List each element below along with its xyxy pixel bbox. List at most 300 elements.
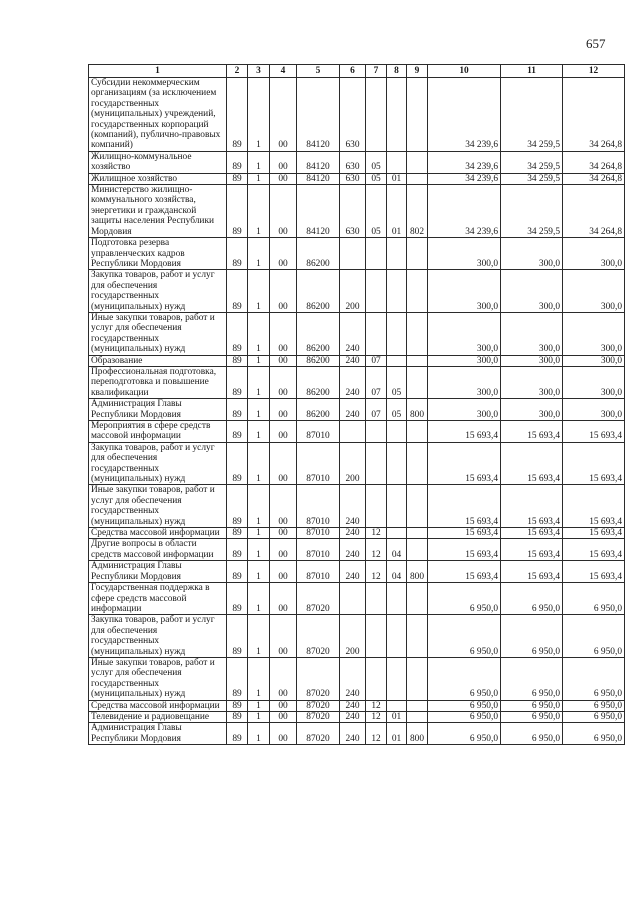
column-header: 8 [387, 65, 407, 78]
budget-table [88, 64, 625, 745]
code-cell: 04 [387, 539, 407, 561]
column-header: 2 [227, 65, 248, 78]
table-row [89, 711, 625, 722]
code-cell: 1 [248, 312, 270, 355]
code-cell: 87020 [297, 657, 340, 700]
code-cell: 89 [227, 561, 248, 583]
code-cell: 1 [248, 485, 270, 528]
amount-cell: 6 950,0 [501, 711, 563, 722]
amount-cell: 6 950,0 [428, 615, 501, 658]
code-cell [407, 657, 428, 700]
code-cell [407, 615, 428, 658]
code-cell: 04 [387, 561, 407, 583]
code-cell: 1 [248, 723, 270, 745]
code-cell: 240 [340, 366, 366, 398]
code-cell: 1 [248, 151, 270, 173]
code-cell: 800 [407, 399, 428, 421]
row-name-cell: Мероприятия в сфере средств массовой информации [89, 421, 227, 443]
code-cell [407, 270, 428, 313]
amount-cell: 300,0 [563, 366, 625, 398]
table-header-row [89, 65, 625, 78]
code-cell: 86200 [297, 312, 340, 355]
row-name-cell: Администрация Главы Республики Мордовия [89, 561, 227, 583]
code-cell [407, 238, 428, 270]
code-cell: 800 [407, 561, 428, 583]
code-cell: 240 [340, 657, 366, 700]
code-cell: 87010 [297, 561, 340, 583]
code-cell: 12 [366, 700, 387, 711]
code-cell: 01 [387, 723, 407, 745]
table-row [89, 366, 625, 398]
code-cell: 1 [248, 700, 270, 711]
amount-cell: 300,0 [501, 399, 563, 421]
code-cell: 00 [270, 151, 297, 173]
amount-cell: 300,0 [563, 270, 625, 313]
code-cell: 05 [387, 399, 407, 421]
code-cell: 1 [248, 270, 270, 313]
amount-cell: 6 950,0 [501, 583, 563, 615]
code-cell: 240 [340, 312, 366, 355]
code-cell: 07 [366, 366, 387, 398]
amount-cell: 6 950,0 [428, 583, 501, 615]
code-cell: 1 [248, 442, 270, 485]
code-cell: 89 [227, 539, 248, 561]
amount-cell: 300,0 [428, 312, 501, 355]
code-cell: 01 [387, 711, 407, 722]
code-cell [387, 78, 407, 152]
amount-cell: 300,0 [428, 355, 501, 366]
amount-cell: 34 259,5 [501, 78, 563, 152]
table-row [89, 270, 625, 313]
code-cell: 05 [366, 185, 387, 238]
code-cell [407, 528, 428, 539]
amount-cell: 300,0 [428, 270, 501, 313]
code-cell: 240 [340, 561, 366, 583]
code-cell: 86200 [297, 399, 340, 421]
code-cell: 05 [366, 173, 387, 184]
code-cell: 87010 [297, 528, 340, 539]
row-name-cell: Иные закупки товаров, работ и услуг для обеспечения государственных (муниципальных) нужд [89, 657, 227, 700]
row-name-cell: Другие вопросы в области средств массовой информации [89, 539, 227, 561]
code-cell [407, 485, 428, 528]
code-cell: 240 [340, 399, 366, 421]
code-cell: 87010 [297, 421, 340, 443]
amount-cell: 6 950,0 [563, 583, 625, 615]
code-cell: 12 [366, 539, 387, 561]
code-cell: 1 [248, 185, 270, 238]
code-cell: 89 [227, 723, 248, 745]
code-cell: 07 [366, 399, 387, 421]
code-cell: 89 [227, 270, 248, 313]
code-cell: 12 [366, 723, 387, 745]
code-cell: 00 [270, 561, 297, 583]
code-cell: 87010 [297, 442, 340, 485]
column-header: 7 [366, 65, 387, 78]
code-cell [387, 528, 407, 539]
code-cell: 89 [227, 238, 248, 270]
code-cell: 00 [270, 723, 297, 745]
amount-cell: 300,0 [428, 399, 501, 421]
code-cell: 1 [248, 78, 270, 152]
code-cell: 240 [340, 485, 366, 528]
amount-cell: 34 239,6 [428, 173, 501, 184]
code-cell: 89 [227, 312, 248, 355]
amount-cell: 34 264,8 [563, 173, 625, 184]
code-cell [387, 421, 407, 443]
code-cell: 00 [270, 657, 297, 700]
code-cell [366, 270, 387, 313]
code-cell [407, 711, 428, 722]
column-header: 6 [340, 65, 366, 78]
amount-cell: 300,0 [501, 312, 563, 355]
code-cell [407, 78, 428, 152]
code-cell: 84120 [297, 185, 340, 238]
code-cell: 05 [387, 366, 407, 398]
code-cell: 00 [270, 528, 297, 539]
row-name-cell: Подготовка резерва управленческих кадров Республики Мордовия [89, 238, 227, 270]
amount-cell: 15 693,4 [428, 561, 501, 583]
code-cell: 630 [340, 173, 366, 184]
code-cell: 84120 [297, 78, 340, 152]
column-header: 1 [89, 65, 227, 78]
column-header: 3 [248, 65, 270, 78]
code-cell: 86200 [297, 270, 340, 313]
table-row [89, 561, 625, 583]
table-row [89, 312, 625, 355]
code-cell [407, 366, 428, 398]
code-cell [366, 312, 387, 355]
code-cell: 630 [340, 151, 366, 173]
table-row [89, 421, 625, 443]
amount-cell: 15 693,4 [501, 528, 563, 539]
code-cell [366, 485, 387, 528]
table-row [89, 583, 625, 615]
code-cell: 12 [366, 711, 387, 722]
amount-cell: 15 693,4 [563, 528, 625, 539]
code-cell: 1 [248, 238, 270, 270]
code-cell: 89 [227, 700, 248, 711]
code-cell: 240 [340, 528, 366, 539]
code-cell: 00 [270, 399, 297, 421]
code-cell: 89 [227, 151, 248, 173]
code-cell: 89 [227, 711, 248, 722]
table-row [89, 399, 625, 421]
column-header: 5 [297, 65, 340, 78]
amount-cell: 34 264,8 [563, 78, 625, 152]
code-cell [366, 583, 387, 615]
code-cell: 1 [248, 583, 270, 615]
amount-cell: 15 693,4 [428, 539, 501, 561]
code-cell [366, 442, 387, 485]
code-cell: 89 [227, 366, 248, 398]
code-cell: 800 [407, 723, 428, 745]
code-cell [340, 583, 366, 615]
code-cell: 1 [248, 561, 270, 583]
code-cell: 1 [248, 711, 270, 722]
amount-cell: 300,0 [563, 238, 625, 270]
code-cell: 86200 [297, 238, 340, 270]
code-cell: 00 [270, 615, 297, 658]
code-cell [387, 700, 407, 711]
row-name-cell: Профессиональная подготовка, переподготовка и повышение квалификации [89, 366, 227, 398]
amount-cell: 300,0 [501, 270, 563, 313]
code-cell: 00 [270, 442, 297, 485]
code-cell: 00 [270, 270, 297, 313]
row-name-cell: Средства массовой информации [89, 528, 227, 539]
amount-cell: 34 259,5 [501, 151, 563, 173]
row-name-cell: Закупка товаров, работ и услуг для обеспечения государственных (муниципальных) нужд [89, 270, 227, 313]
code-cell: 240 [340, 355, 366, 366]
amount-cell: 6 950,0 [501, 723, 563, 745]
code-cell [387, 238, 407, 270]
code-cell: 00 [270, 539, 297, 561]
code-cell: 00 [270, 312, 297, 355]
amount-cell: 34 239,6 [428, 151, 501, 173]
code-cell: 12 [366, 561, 387, 583]
amount-cell: 34 239,6 [428, 185, 501, 238]
code-cell: 200 [340, 442, 366, 485]
code-cell: 200 [340, 615, 366, 658]
amount-cell: 300,0 [501, 355, 563, 366]
code-cell [407, 173, 428, 184]
code-cell: 07 [366, 355, 387, 366]
code-cell: 1 [248, 355, 270, 366]
code-cell: 00 [270, 238, 297, 270]
code-cell [366, 78, 387, 152]
code-cell: 240 [340, 700, 366, 711]
code-cell [387, 355, 407, 366]
row-name-cell: Закупка товаров, работ и услуг для обеспечения государственных (муниципальных) нужд [89, 615, 227, 658]
row-name-cell: Образование [89, 355, 227, 366]
code-cell: 86200 [297, 366, 340, 398]
code-cell: 1 [248, 366, 270, 398]
amount-cell: 300,0 [563, 312, 625, 355]
amount-cell: 6 950,0 [563, 657, 625, 700]
code-cell: 240 [340, 723, 366, 745]
amount-cell: 15 693,4 [501, 442, 563, 485]
amount-cell: 15 693,4 [563, 561, 625, 583]
amount-cell: 15 693,4 [563, 485, 625, 528]
amount-cell: 6 950,0 [428, 711, 501, 722]
code-cell: 89 [227, 185, 248, 238]
code-cell [387, 485, 407, 528]
code-cell: 1 [248, 421, 270, 443]
amount-cell: 300,0 [563, 355, 625, 366]
amount-cell: 34 259,5 [501, 173, 563, 184]
row-name-cell: Государственная поддержка в сфере средств массовой информации [89, 583, 227, 615]
amount-cell: 6 950,0 [501, 700, 563, 711]
table-body [89, 78, 625, 745]
table-row [89, 528, 625, 539]
code-cell: 00 [270, 583, 297, 615]
code-cell [387, 151, 407, 173]
amount-cell: 6 950,0 [428, 657, 501, 700]
code-cell: 00 [270, 700, 297, 711]
code-cell [366, 657, 387, 700]
code-cell: 89 [227, 173, 248, 184]
code-cell: 87020 [297, 583, 340, 615]
amount-cell: 15 693,4 [501, 421, 563, 443]
row-name-cell: Средства массовой информации [89, 700, 227, 711]
code-cell [387, 442, 407, 485]
code-cell [407, 583, 428, 615]
amount-cell: 15 693,4 [501, 539, 563, 561]
amount-cell: 300,0 [501, 366, 563, 398]
row-name-cell: Жилищное хозяйство [89, 173, 227, 184]
code-cell: 00 [270, 185, 297, 238]
amount-cell: 15 693,4 [501, 561, 563, 583]
code-cell: 00 [270, 78, 297, 152]
code-cell: 89 [227, 583, 248, 615]
code-cell: 802 [407, 185, 428, 238]
code-cell: 89 [227, 442, 248, 485]
table-row [89, 442, 625, 485]
code-cell [387, 657, 407, 700]
code-cell: 1 [248, 657, 270, 700]
code-cell [407, 151, 428, 173]
code-cell [407, 421, 428, 443]
row-name-cell: Министерство жилищно-коммунального хозяйства, энергетики и гражданской защиты населения Республики Мордовия [89, 185, 227, 238]
row-name-cell: Субсидии некоммерческим организациям (за исключением государственных (муниципальных) учреждений, государственных корпораций (компаний), публично-правовых компаний) [89, 78, 227, 152]
code-cell: 1 [248, 399, 270, 421]
row-name-cell: Иные закупки товаров, работ и услуг для обеспечения государственных (муниципальных) нужд [89, 312, 227, 355]
table-row [89, 485, 625, 528]
code-cell: 00 [270, 711, 297, 722]
code-cell: 05 [366, 151, 387, 173]
column-header: 11 [501, 65, 563, 78]
code-cell: 00 [270, 485, 297, 528]
code-cell [340, 238, 366, 270]
code-cell [366, 615, 387, 658]
amount-cell: 6 950,0 [563, 711, 625, 722]
code-cell: 00 [270, 355, 297, 366]
row-name-cell: Администрация Главы Республики Мордовия [89, 399, 227, 421]
code-cell: 240 [340, 711, 366, 722]
code-cell [407, 700, 428, 711]
amount-cell: 6 950,0 [428, 723, 501, 745]
table-row [89, 238, 625, 270]
amount-cell: 34 259,5 [501, 185, 563, 238]
code-cell: 1 [248, 539, 270, 561]
code-cell [340, 421, 366, 443]
amount-cell: 300,0 [428, 366, 501, 398]
amount-cell: 6 950,0 [501, 615, 563, 658]
code-cell: 200 [340, 270, 366, 313]
row-name-cell: Иные закупки товаров, работ и услуг для обеспечения государственных (муниципальных) нужд [89, 485, 227, 528]
code-cell [387, 615, 407, 658]
table-row [89, 615, 625, 658]
row-name-cell: Жилищно-коммунальное хозяйство [89, 151, 227, 173]
amount-cell: 300,0 [501, 238, 563, 270]
code-cell: 89 [227, 355, 248, 366]
table-row [89, 185, 625, 238]
amount-cell: 15 693,4 [563, 539, 625, 561]
amount-cell: 6 950,0 [428, 700, 501, 711]
row-name-cell: Телевидение и радиовещание [89, 711, 227, 722]
code-cell [366, 238, 387, 270]
code-cell: 01 [387, 173, 407, 184]
code-cell: 00 [270, 421, 297, 443]
table-row [89, 657, 625, 700]
code-cell: 630 [340, 78, 366, 152]
code-cell: 87010 [297, 539, 340, 561]
amount-cell: 300,0 [428, 238, 501, 270]
code-cell: 1 [248, 173, 270, 184]
code-cell: 87020 [297, 711, 340, 722]
code-cell [387, 270, 407, 313]
code-cell [366, 421, 387, 443]
table-row [89, 723, 625, 745]
code-cell [387, 312, 407, 355]
code-cell: 84120 [297, 151, 340, 173]
table-row [89, 78, 625, 152]
amount-cell: 15 693,4 [501, 485, 563, 528]
code-cell: 89 [227, 399, 248, 421]
amount-cell: 300,0 [563, 399, 625, 421]
amount-cell: 34 239,6 [428, 78, 501, 152]
amount-cell: 15 693,4 [428, 485, 501, 528]
column-header: 9 [407, 65, 428, 78]
code-cell: 1 [248, 528, 270, 539]
row-name-cell: Закупка товаров, работ и услуг для обеспечения государственных (муниципальных) нужд [89, 442, 227, 485]
amount-cell: 15 693,4 [563, 421, 625, 443]
code-cell: 89 [227, 657, 248, 700]
code-cell: 1 [248, 615, 270, 658]
table-row [89, 355, 625, 366]
table-row [89, 539, 625, 561]
row-name-cell: Администрация Главы Республики Мордовия [89, 723, 227, 745]
amount-cell: 34 264,8 [563, 185, 625, 238]
amount-cell: 6 950,0 [563, 723, 625, 745]
code-cell: 87020 [297, 723, 340, 745]
code-cell [387, 583, 407, 615]
code-cell: 89 [227, 421, 248, 443]
amount-cell: 15 693,4 [428, 421, 501, 443]
table-row [89, 173, 625, 184]
table-row [89, 700, 625, 711]
column-header: 12 [563, 65, 625, 78]
code-cell [407, 539, 428, 561]
code-cell: 86200 [297, 355, 340, 366]
code-cell [407, 442, 428, 485]
code-cell: 89 [227, 78, 248, 152]
amount-cell: 15 693,4 [428, 528, 501, 539]
amount-cell: 6 950,0 [563, 700, 625, 711]
code-cell: 89 [227, 485, 248, 528]
code-cell: 89 [227, 615, 248, 658]
code-cell: 01 [387, 185, 407, 238]
code-cell [407, 355, 428, 366]
code-cell: 84120 [297, 173, 340, 184]
code-cell: 87020 [297, 615, 340, 658]
amount-cell: 34 264,8 [563, 151, 625, 173]
amount-cell: 6 950,0 [563, 615, 625, 658]
column-header: 4 [270, 65, 297, 78]
amount-cell: 6 950,0 [501, 657, 563, 700]
table-row [89, 151, 625, 173]
page-number: 657 [586, 36, 606, 51]
amount-cell: 15 693,4 [428, 442, 501, 485]
code-cell: 12 [366, 528, 387, 539]
code-cell: 630 [340, 185, 366, 238]
code-cell: 240 [340, 539, 366, 561]
code-cell: 89 [227, 528, 248, 539]
code-cell: 00 [270, 173, 297, 184]
code-cell: 87010 [297, 485, 340, 528]
code-cell: 87020 [297, 700, 340, 711]
code-cell [407, 312, 428, 355]
column-header: 10 [428, 65, 501, 78]
